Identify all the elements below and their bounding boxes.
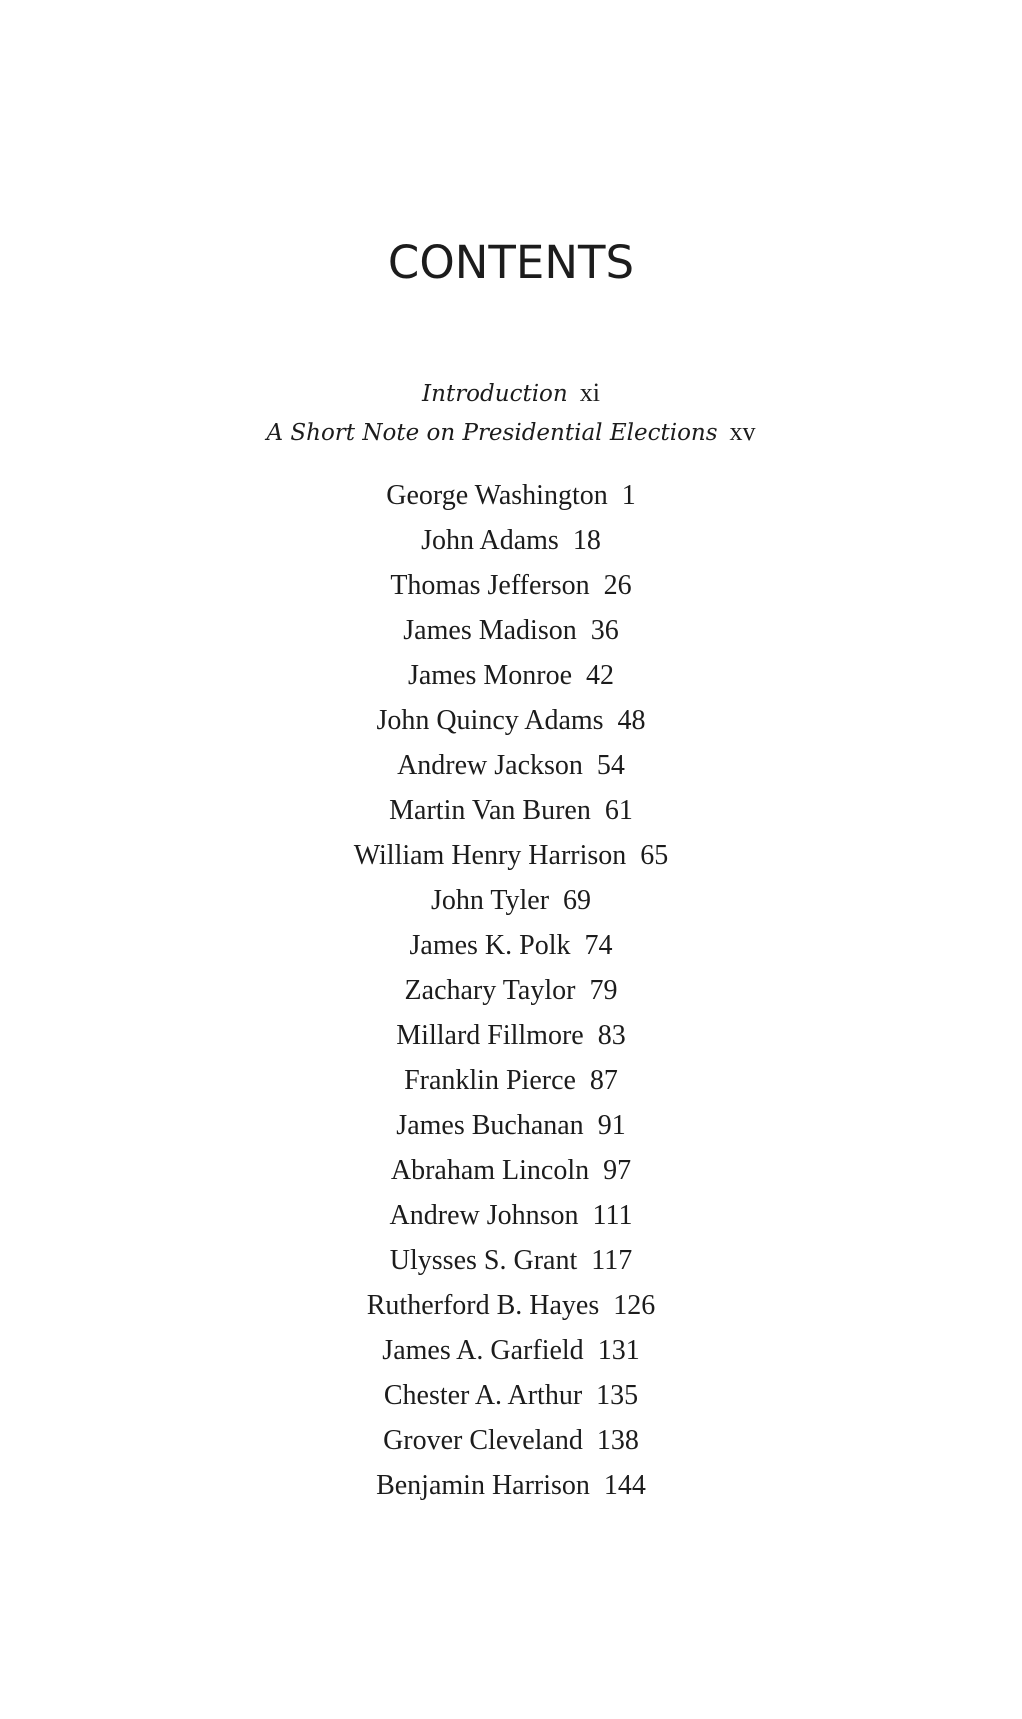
toc-entry-name: James Monroe	[407, 660, 573, 691]
toc-entry-name: Abraham Lincoln	[390, 1155, 590, 1186]
toc-item-introduction[interactable]	[0, 373, 1022, 412]
toc-entry-page: 26	[603, 570, 632, 601]
toc-entry[interactable]	[0, 1283, 1022, 1328]
toc-entry-page: 1	[621, 480, 636, 511]
toc-entry-name: James K. Polk	[409, 930, 571, 961]
toc-entry[interactable]	[0, 878, 1022, 923]
toc-entry[interactable]	[0, 1373, 1022, 1418]
toc-entry-page: 54	[596, 750, 625, 781]
toc-entry-name: William Henry Harrison	[353, 840, 627, 871]
toc-entry[interactable]	[0, 923, 1022, 968]
toc-item-label: Introduction	[422, 381, 568, 407]
toc-entry[interactable]	[0, 653, 1022, 698]
toc-entry-name: Thomas Jefferson	[390, 570, 590, 601]
toc-entry[interactable]	[0, 518, 1022, 563]
toc-entry-page: 91	[597, 1110, 626, 1141]
toc-entry-page: 83	[597, 1020, 626, 1051]
toc-entry-name: Andrew Johnson	[389, 1200, 579, 1231]
toc-entry-name: Franklin Pierce	[404, 1065, 576, 1096]
toc-item-page: xv	[729, 417, 756, 446]
toc-entry-name: Andrew Jackson	[397, 750, 583, 781]
toc-entry-page: 135	[596, 1380, 639, 1411]
toc-entry-page: 18	[572, 525, 601, 556]
toc-entry[interactable]	[0, 1463, 1022, 1508]
toc-entry-name: Grover Cleveland	[383, 1425, 583, 1456]
toc-entry[interactable]	[0, 743, 1022, 788]
toc-entry[interactable]	[0, 1238, 1022, 1283]
toc-entry[interactable]	[0, 1193, 1022, 1238]
toc-entry-page: 48	[617, 705, 646, 736]
toc-entry[interactable]	[0, 833, 1022, 878]
toc-entry-name: James Buchanan	[396, 1110, 584, 1141]
toc-entry-page: 79	[589, 975, 618, 1006]
toc-entry-page: 126	[613, 1290, 656, 1321]
toc-entry-page: 87	[589, 1065, 618, 1096]
toc-entry-page: 138	[596, 1425, 639, 1456]
toc-entry-page: 144	[603, 1470, 646, 1501]
toc-entry-name: Chester A. Arthur	[383, 1380, 583, 1411]
toc-entry-page: 36	[590, 615, 619, 646]
toc-entry-name: John Tyler	[430, 885, 550, 916]
toc-entry[interactable]	[0, 1328, 1022, 1373]
toc-entry-name: John Quincy Adams	[376, 705, 604, 736]
toc-entry-name: John Adams	[421, 525, 559, 556]
toc-entry-page: 131	[597, 1335, 640, 1366]
toc-item-election-note[interactable]	[0, 412, 1022, 451]
toc-entry-name: Millard Fillmore	[396, 1020, 584, 1051]
toc-entry-name: Zachary Taylor	[404, 975, 576, 1006]
toc-entry-page: 69	[563, 885, 592, 916]
toc-entry-page: 111	[592, 1200, 633, 1231]
page-title: CONTENTS	[387, 236, 635, 289]
toc-entry[interactable]	[0, 473, 1022, 518]
toc-entry[interactable]	[0, 698, 1022, 743]
toc-entry-page: 61	[604, 795, 633, 826]
toc-entry-page: 97	[603, 1155, 632, 1186]
toc-entry-name: Martin Van Buren	[389, 795, 591, 826]
toc-entry[interactable]	[0, 788, 1022, 833]
toc-entry[interactable]	[0, 1148, 1022, 1193]
toc-entry-name: Benjamin Harrison	[376, 1470, 590, 1501]
toc-entry[interactable]	[0, 968, 1022, 1013]
toc-entry-page: 117	[591, 1245, 633, 1276]
front-matter-list	[0, 373, 1022, 451]
toc-entry-page: 42	[586, 660, 615, 691]
toc-entry-name: James Madison	[403, 615, 577, 646]
toc-entry-name: James A. Garfield	[382, 1335, 584, 1366]
toc-entry[interactable]	[0, 1103, 1022, 1148]
toc-entry-name: George Washington	[386, 480, 608, 511]
toc-item-page: xi	[579, 378, 600, 407]
toc-entry[interactable]	[0, 1058, 1022, 1103]
president-entries-list	[0, 473, 1022, 1508]
toc-item-label: A Short Note on Presidential Elections	[266, 420, 718, 446]
toc-entry-page: 74	[584, 930, 613, 961]
toc-entry-page: 65	[640, 840, 669, 871]
toc-entry[interactable]	[0, 563, 1022, 608]
toc-entry[interactable]	[0, 1418, 1022, 1463]
toc-entry-name: Ulysses S. Grant	[389, 1245, 578, 1276]
toc-entry[interactable]	[0, 1013, 1022, 1058]
toc-entry-name: Rutherford B. Hayes	[366, 1290, 600, 1321]
toc-entry[interactable]	[0, 608, 1022, 653]
